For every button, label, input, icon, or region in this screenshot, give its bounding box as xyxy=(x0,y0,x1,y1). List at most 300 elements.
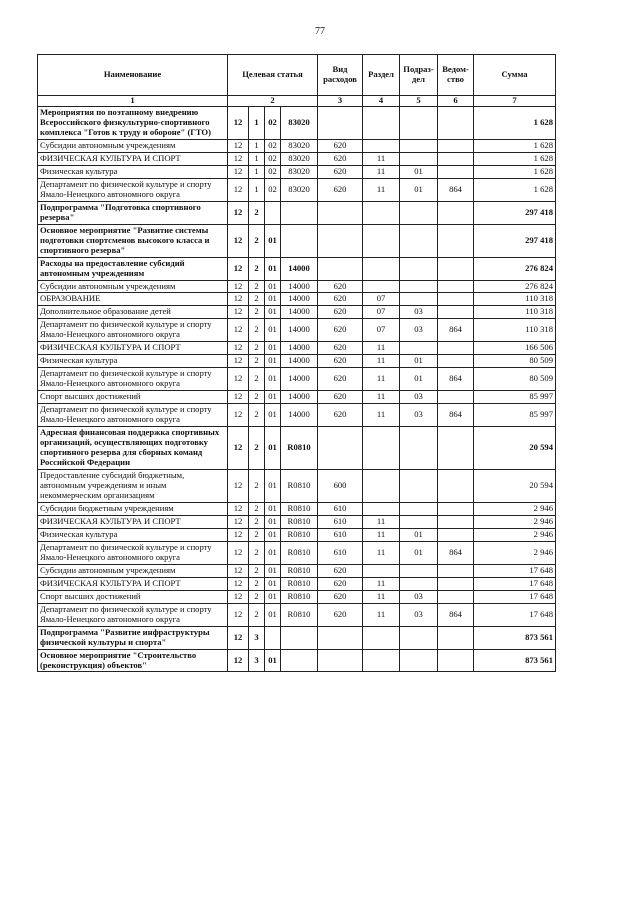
cell-subprogram-code: 2 xyxy=(249,564,265,577)
cell-department xyxy=(438,427,474,470)
cell-sum: 2 946 xyxy=(474,502,556,515)
cell-program-code: 12 xyxy=(228,319,249,342)
cell-section: 11 xyxy=(363,577,400,590)
cell-expense-type xyxy=(318,224,363,257)
cell-expense-type: 620 xyxy=(318,368,363,391)
cell-sum: 17 648 xyxy=(474,564,556,577)
column-number: 2 xyxy=(228,96,318,107)
cell-name: Департамент по физической культуре и спорту Ямало-Ненецкого автономного округа xyxy=(38,603,228,626)
cell-section xyxy=(363,257,400,280)
cell-subsection xyxy=(400,257,438,280)
cell-name: Спорт высших достижений xyxy=(38,391,228,404)
cell-event-code: 01 xyxy=(265,306,281,319)
cell-section: 11 xyxy=(363,603,400,626)
cell-expense-type: 620 xyxy=(318,139,363,152)
cell-subsection: 01 xyxy=(400,178,438,201)
cell-name: Подпрограмма "Развитие инфраструктуры физической культуры и спорта" xyxy=(38,626,228,649)
cell-name: Основное мероприятие "Строительство (реконструкция) объектов" xyxy=(38,649,228,672)
cell-subprogram-code: 2 xyxy=(249,257,265,280)
cell-expense-type: 620 xyxy=(318,280,363,293)
table-row xyxy=(38,470,556,503)
cell-expense-type: 620 xyxy=(318,603,363,626)
cell-subsection xyxy=(400,649,438,672)
cell-program-code: 12 xyxy=(228,649,249,672)
cell-program-code: 12 xyxy=(228,626,249,649)
table-row xyxy=(38,577,556,590)
cell-subprogram-code: 2 xyxy=(249,355,265,368)
cell-subprogram-code: 3 xyxy=(249,649,265,672)
table-row xyxy=(38,293,556,306)
table-row xyxy=(38,224,556,257)
cell-sum: 1 628 xyxy=(474,178,556,201)
header-department: Ведом-ство xyxy=(438,55,474,96)
cell-subsection xyxy=(400,152,438,165)
cell-direction-code: R0810 xyxy=(281,564,318,577)
cell-department: 864 xyxy=(438,319,474,342)
cell-name: ФИЗИЧЕСКАЯ КУЛЬТУРА И СПОРТ xyxy=(38,515,228,528)
column-number: 5 xyxy=(400,96,438,107)
table-row xyxy=(38,603,556,626)
cell-direction-code: 83020 xyxy=(281,106,318,139)
table-row xyxy=(38,152,556,165)
cell-subsection: 01 xyxy=(400,368,438,391)
cell-direction-code: R0810 xyxy=(281,541,318,564)
cell-name: Департамент по физической культуре и спорту Ямало-Ненецкого автономного округа xyxy=(38,178,228,201)
cell-sum: 2 946 xyxy=(474,528,556,541)
cell-subprogram-code: 2 xyxy=(249,427,265,470)
table-row xyxy=(38,590,556,603)
table-row xyxy=(38,201,556,224)
cell-event-code: 01 xyxy=(265,293,281,306)
cell-event-code: 01 xyxy=(265,427,281,470)
cell-expense-type xyxy=(318,106,363,139)
cell-event-code: 02 xyxy=(265,178,281,201)
cell-department xyxy=(438,257,474,280)
cell-direction-code: R0810 xyxy=(281,515,318,528)
cell-subprogram-code: 1 xyxy=(249,106,265,139)
cell-subsection xyxy=(400,139,438,152)
header-sum: Сумма xyxy=(474,55,556,96)
cell-event-code: 02 xyxy=(265,165,281,178)
cell-direction-code: R0810 xyxy=(281,502,318,515)
cell-subprogram-code: 2 xyxy=(249,528,265,541)
cell-subprogram-code: 1 xyxy=(249,178,265,201)
cell-expense-type: 600 xyxy=(318,470,363,503)
cell-expense-type: 620 xyxy=(318,590,363,603)
cell-section: 11 xyxy=(363,355,400,368)
cell-sum: 80 509 xyxy=(474,368,556,391)
cell-event-code: 01 xyxy=(265,564,281,577)
cell-expense-type: 610 xyxy=(318,528,363,541)
cell-department xyxy=(438,152,474,165)
cell-event-code: 01 xyxy=(265,280,281,293)
cell-program-code: 12 xyxy=(228,404,249,427)
cell-section xyxy=(363,470,400,503)
header-row xyxy=(38,55,556,96)
cell-direction-code: 83020 xyxy=(281,178,318,201)
table-row xyxy=(38,649,556,672)
cell-section xyxy=(363,280,400,293)
table-row xyxy=(38,368,556,391)
cell-subprogram-code: 2 xyxy=(249,280,265,293)
cell-section: 11 xyxy=(363,515,400,528)
table-row xyxy=(38,106,556,139)
column-number: 6 xyxy=(438,96,474,107)
cell-subsection xyxy=(400,626,438,649)
cell-department xyxy=(438,355,474,368)
cell-event-code xyxy=(265,626,281,649)
cell-department xyxy=(438,391,474,404)
cell-program-code: 12 xyxy=(228,528,249,541)
cell-event-code: 01 xyxy=(265,577,281,590)
cell-expense-type: 620 xyxy=(318,319,363,342)
cell-department xyxy=(438,280,474,293)
cell-department xyxy=(438,577,474,590)
table-row xyxy=(38,626,556,649)
table-row xyxy=(38,502,556,515)
cell-program-code: 12 xyxy=(228,139,249,152)
column-number: 7 xyxy=(474,96,556,107)
cell-expense-type: 620 xyxy=(318,577,363,590)
table-row xyxy=(38,391,556,404)
column-number-row xyxy=(38,96,556,107)
cell-event-code: 01 xyxy=(265,541,281,564)
cell-expense-type: 620 xyxy=(318,293,363,306)
cell-section: 07 xyxy=(363,306,400,319)
cell-name: Департамент по физической культуре и спорту Ямало-Ненецкого автономного округа xyxy=(38,368,228,391)
cell-direction-code: R0810 xyxy=(281,470,318,503)
cell-program-code: 12 xyxy=(228,306,249,319)
cell-department xyxy=(438,470,474,503)
table-row xyxy=(38,257,556,280)
cell-direction-code: 14000 xyxy=(281,319,318,342)
cell-section: 11 xyxy=(363,342,400,355)
cell-direction-code: 14000 xyxy=(281,355,318,368)
cell-department xyxy=(438,590,474,603)
cell-sum: 276 824 xyxy=(474,257,556,280)
cell-expense-type: 610 xyxy=(318,502,363,515)
cell-direction-code: R0810 xyxy=(281,590,318,603)
cell-program-code: 12 xyxy=(228,342,249,355)
cell-direction-code: 14000 xyxy=(281,257,318,280)
cell-subprogram-code: 2 xyxy=(249,368,265,391)
cell-direction-code xyxy=(281,224,318,257)
cell-department: 864 xyxy=(438,404,474,427)
cell-subsection xyxy=(400,280,438,293)
cell-subsection: 01 xyxy=(400,355,438,368)
cell-direction-code: R0810 xyxy=(281,603,318,626)
cell-direction-code: 83020 xyxy=(281,139,318,152)
cell-subsection: 03 xyxy=(400,603,438,626)
cell-sum: 276 824 xyxy=(474,280,556,293)
cell-name: Основное мероприятие "Развитие системы подготовки спортсменов высокого класса и спортивного резерва" xyxy=(38,224,228,257)
cell-sum: 85 997 xyxy=(474,404,556,427)
cell-department xyxy=(438,293,474,306)
cell-event-code: 01 xyxy=(265,224,281,257)
cell-direction-code: R0810 xyxy=(281,427,318,470)
cell-event-code: 02 xyxy=(265,139,281,152)
cell-direction-code: 14000 xyxy=(281,391,318,404)
header-expense-type: Вид расходов xyxy=(318,55,363,96)
cell-program-code: 12 xyxy=(228,355,249,368)
cell-name: Департамент по физической культуре и спорту Ямало-Ненецкого автономного округа xyxy=(38,404,228,427)
cell-sum: 1 628 xyxy=(474,165,556,178)
page-number: 77 xyxy=(315,26,325,37)
cell-department: 864 xyxy=(438,368,474,391)
cell-sum: 873 561 xyxy=(474,649,556,672)
cell-direction-code: 14000 xyxy=(281,293,318,306)
cell-sum: 20 594 xyxy=(474,470,556,503)
cell-department: 864 xyxy=(438,541,474,564)
cell-event-code: 01 xyxy=(265,342,281,355)
cell-name: Физическая культура xyxy=(38,165,228,178)
cell-section: 11 xyxy=(363,590,400,603)
header-target: Целевая статья xyxy=(228,55,318,96)
cell-subprogram-code: 3 xyxy=(249,626,265,649)
cell-direction-code: R0810 xyxy=(281,528,318,541)
cell-department xyxy=(438,106,474,139)
cell-expense-type: 620 xyxy=(318,165,363,178)
cell-expense-type xyxy=(318,626,363,649)
cell-expense-type: 620 xyxy=(318,355,363,368)
cell-subsection: 03 xyxy=(400,404,438,427)
table-row xyxy=(38,355,556,368)
cell-sum: 1 628 xyxy=(474,152,556,165)
cell-sum: 1 628 xyxy=(474,139,556,152)
table-row xyxy=(38,306,556,319)
table-row xyxy=(38,564,556,577)
cell-section: 11 xyxy=(363,165,400,178)
header-section: Раздел xyxy=(363,55,400,96)
cell-subprogram-code: 2 xyxy=(249,201,265,224)
cell-event-code: 01 xyxy=(265,528,281,541)
cell-name: Мероприятия по поэтапному внедрению Всероссийского физкультурно-спортивного комплекса "Готов к труду и обороне" (ГТО) xyxy=(38,106,228,139)
table-row xyxy=(38,427,556,470)
table-row xyxy=(38,165,556,178)
cell-department: 864 xyxy=(438,178,474,201)
cell-subprogram-code: 2 xyxy=(249,306,265,319)
cell-section xyxy=(363,427,400,470)
cell-program-code: 12 xyxy=(228,152,249,165)
cell-expense-type: 620 xyxy=(318,404,363,427)
cell-sum: 110 318 xyxy=(474,293,556,306)
cell-direction-code: 83020 xyxy=(281,152,318,165)
cell-name: Спорт высших достижений xyxy=(38,590,228,603)
cell-section: 11 xyxy=(363,528,400,541)
cell-subsection: 01 xyxy=(400,165,438,178)
cell-program-code: 12 xyxy=(228,564,249,577)
cell-subprogram-code: 1 xyxy=(249,165,265,178)
cell-program-code: 12 xyxy=(228,178,249,201)
cell-department xyxy=(438,306,474,319)
cell-program-code: 12 xyxy=(228,368,249,391)
cell-department xyxy=(438,626,474,649)
cell-name: Расходы на предоставление субсидий автономным учреждениям xyxy=(38,257,228,280)
cell-expense-type: 610 xyxy=(318,541,363,564)
cell-department xyxy=(438,139,474,152)
cell-name: Субсидии бюджетным учреждениям xyxy=(38,502,228,515)
cell-expense-type: 610 xyxy=(318,515,363,528)
cell-section xyxy=(363,224,400,257)
cell-program-code: 12 xyxy=(228,515,249,528)
cell-subsection: 01 xyxy=(400,541,438,564)
cell-subprogram-code: 2 xyxy=(249,224,265,257)
cell-event-code: 01 xyxy=(265,257,281,280)
cell-expense-type: 620 xyxy=(318,564,363,577)
cell-program-code: 12 xyxy=(228,224,249,257)
cell-name: Департамент по физической культуре и спорту Ямало-Ненецкого автономного округа xyxy=(38,319,228,342)
table-row xyxy=(38,404,556,427)
cell-department xyxy=(438,528,474,541)
table-row xyxy=(38,139,556,152)
column-number: 1 xyxy=(38,96,228,107)
cell-department xyxy=(438,165,474,178)
cell-program-code: 12 xyxy=(228,293,249,306)
table-body xyxy=(38,106,556,672)
cell-name: Физическая культура xyxy=(38,355,228,368)
cell-sum: 17 648 xyxy=(474,603,556,626)
cell-subprogram-code: 2 xyxy=(249,577,265,590)
cell-subsection: 03 xyxy=(400,319,438,342)
cell-name: Дополнительное образование детей xyxy=(38,306,228,319)
header-subsection: Подраз-дел xyxy=(400,55,438,96)
cell-name: Субсидии автономным учреждениям xyxy=(38,280,228,293)
cell-section xyxy=(363,139,400,152)
cell-program-code: 12 xyxy=(228,590,249,603)
cell-subsection xyxy=(400,201,438,224)
cell-section xyxy=(363,502,400,515)
cell-event-code: 02 xyxy=(265,106,281,139)
cell-department xyxy=(438,502,474,515)
cell-subsection: 03 xyxy=(400,306,438,319)
cell-name: ФИЗИЧЕСКАЯ КУЛЬТУРА И СПОРТ xyxy=(38,152,228,165)
cell-name: Физическая культура xyxy=(38,528,228,541)
cell-department xyxy=(438,342,474,355)
cell-name: Предоставление субсидий бюджетным, автономным учреждениям и иным некоммерческим организациям xyxy=(38,470,228,503)
cell-direction-code xyxy=(281,626,318,649)
cell-event-code: 01 xyxy=(265,603,281,626)
cell-subprogram-code: 2 xyxy=(249,342,265,355)
table-row xyxy=(38,528,556,541)
cell-direction-code xyxy=(281,201,318,224)
cell-sum: 297 418 xyxy=(474,201,556,224)
cell-sum: 17 648 xyxy=(474,590,556,603)
cell-program-code: 12 xyxy=(228,541,249,564)
cell-event-code xyxy=(265,201,281,224)
cell-name: Подпрограмма "Подготовка спортивного резерва" xyxy=(38,201,228,224)
cell-subprogram-code: 2 xyxy=(249,502,265,515)
cell-section xyxy=(363,649,400,672)
cell-expense-type xyxy=(318,201,363,224)
cell-section xyxy=(363,201,400,224)
cell-section: 07 xyxy=(363,293,400,306)
budget-table xyxy=(37,54,556,672)
cell-expense-type: 620 xyxy=(318,391,363,404)
cell-section xyxy=(363,106,400,139)
cell-event-code: 01 xyxy=(265,391,281,404)
cell-subprogram-code: 1 xyxy=(249,152,265,165)
cell-event-code: 01 xyxy=(265,368,281,391)
cell-name: Субсидии автономным учреждениям xyxy=(38,139,228,152)
cell-expense-type xyxy=(318,427,363,470)
cell-subprogram-code: 2 xyxy=(249,319,265,342)
table-row xyxy=(38,541,556,564)
cell-subsection xyxy=(400,106,438,139)
table-row xyxy=(38,280,556,293)
cell-event-code: 01 xyxy=(265,470,281,503)
cell-sum: 873 561 xyxy=(474,626,556,649)
cell-direction-code: 14000 xyxy=(281,368,318,391)
cell-subprogram-code: 2 xyxy=(249,404,265,427)
cell-subsection xyxy=(400,564,438,577)
cell-event-code: 01 xyxy=(265,649,281,672)
cell-event-code: 01 xyxy=(265,355,281,368)
column-number: 3 xyxy=(318,96,363,107)
cell-sum: 110 318 xyxy=(474,306,556,319)
cell-subprogram-code: 2 xyxy=(249,470,265,503)
cell-subprogram-code: 2 xyxy=(249,515,265,528)
cell-subprogram-code: 2 xyxy=(249,590,265,603)
cell-department xyxy=(438,564,474,577)
cell-section: 11 xyxy=(363,391,400,404)
cell-sum: 166 506 xyxy=(474,342,556,355)
cell-direction-code: 14000 xyxy=(281,342,318,355)
cell-expense-type: 620 xyxy=(318,152,363,165)
cell-department xyxy=(438,649,474,672)
cell-program-code: 12 xyxy=(228,502,249,515)
cell-subsection xyxy=(400,515,438,528)
cell-program-code: 12 xyxy=(228,257,249,280)
table-row xyxy=(38,342,556,355)
cell-direction-code: 14000 xyxy=(281,280,318,293)
table-row xyxy=(38,319,556,342)
cell-sum: 20 594 xyxy=(474,427,556,470)
cell-event-code: 01 xyxy=(265,319,281,342)
cell-subsection xyxy=(400,224,438,257)
cell-department: 864 xyxy=(438,603,474,626)
cell-subprogram-code: 2 xyxy=(249,293,265,306)
cell-program-code: 12 xyxy=(228,391,249,404)
cell-event-code: 02 xyxy=(265,152,281,165)
cell-direction-code: 14000 xyxy=(281,306,318,319)
cell-program-code: 12 xyxy=(228,427,249,470)
table-row xyxy=(38,178,556,201)
cell-subsection xyxy=(400,470,438,503)
cell-name: Департамент по физической культуре и спорту Ямало-Ненецкого автономного округа xyxy=(38,541,228,564)
cell-event-code: 01 xyxy=(265,404,281,427)
cell-event-code: 01 xyxy=(265,590,281,603)
cell-section: 11 xyxy=(363,404,400,427)
cell-sum: 1 628 xyxy=(474,106,556,139)
cell-section: 11 xyxy=(363,541,400,564)
cell-subprogram-code: 1 xyxy=(249,139,265,152)
cell-section xyxy=(363,626,400,649)
cell-sum: 297 418 xyxy=(474,224,556,257)
cell-name: ФИЗИЧЕСКАЯ КУЛЬТУРА И СПОРТ xyxy=(38,342,228,355)
cell-program-code: 12 xyxy=(228,603,249,626)
cell-subsection xyxy=(400,577,438,590)
cell-name: Адресная финансовая поддержка спортивных организаций, осуществляющих подготовку спортивного резерва для сборных команд Российской Федерации xyxy=(38,427,228,470)
cell-direction-code: R0810 xyxy=(281,577,318,590)
cell-program-code: 12 xyxy=(228,165,249,178)
cell-subsection: 03 xyxy=(400,391,438,404)
cell-subsection xyxy=(400,502,438,515)
cell-expense-type: 620 xyxy=(318,178,363,201)
cell-sum: 2 946 xyxy=(474,541,556,564)
cell-subsection xyxy=(400,342,438,355)
cell-name: Субсидии автономным учреждениям xyxy=(38,564,228,577)
cell-direction-code: 83020 xyxy=(281,165,318,178)
